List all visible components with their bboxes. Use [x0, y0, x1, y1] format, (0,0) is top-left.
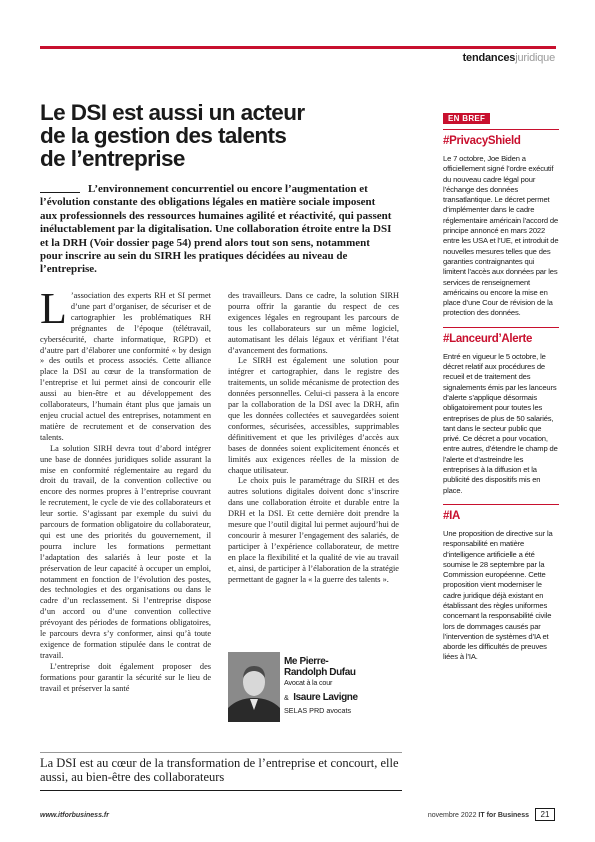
author-name: Randolph Dufau: [284, 667, 356, 678]
author-block: [284, 656, 402, 715]
section-main: tendances: [462, 52, 516, 64]
body-paragraph: des travailleurs. Dans ce cadre, la solution SIRH pourra offrir la garantie du respect de ces exigences légales en regroupant les parcours de tous les collaborateurs sur un même logiciel, automatisant les délais légaux et vérifiant l’état d’avancement des formations.: [228, 291, 399, 355]
author-firm: SELAS PRD avocats: [284, 706, 352, 715]
section-tag: [463, 52, 555, 64]
brief-hashtag: #IA: [443, 509, 460, 522]
author-role: Avocat à la cour: [284, 678, 333, 687]
drop-cap: L: [40, 284, 67, 333]
section-accent: juridique: [515, 52, 555, 64]
author-name: Me Pierre-: [284, 656, 329, 667]
body-paragraph: [40, 284, 211, 444]
footer-url[interactable]: www.itforbusiness.fr: [40, 812, 109, 819]
headline-line: Le DSI est aussi un acteur: [40, 100, 305, 125]
issue-date: novembre 2022: [427, 812, 477, 819]
body-paragraph: Le SIRH est également une solution pour intégrer et cartographier, dans le registre des traitements, un solide mécanisme de protection des données personnelles. Celui-ci passera à la encore par la collaboration de la DSI avec la DRH, afin que les données collectées et sauvegardées soient conformes, sécurisées, accessibles, supprimables définitivement et que les privilèges d’accès aux bases de données soient explicitement énoncés et limités aux exigences réelles de la mission de chaque utilisateur.: [228, 356, 399, 475]
brief-hashtag: #PrivacyShield: [443, 135, 521, 147]
top-rule: [40, 46, 556, 49]
brief-text: Le 7 octobre, Joe Biden a officiellement signé l’ordre exécutif du nouveau cadre légal pour l’échange des données transatlantique. Le décret permet d’implémenter dans le cadre réglementaire américain l’accord de principe annoncé en mars 2022 entre les USA et l’UE, et introduit de nouvelles mesures telles que des garanties contraignantes qui limitent l’accès aux données par les services de renseignement américains ou encore la mise en place d’une Cour de révision de la protection des données.: [443, 154, 559, 318]
brief-sidebar: [443, 108, 559, 663]
body-paragraph: La solution SIRH devra tout d’abord intégrer une base de données juridiques solide assurant la mise en conformité réglementaire au regard du droit du travail, de la convention collective ou encore des normes propres à l’entreprise couvrant le recrutement, le cycle de vie des collaborateurs et leur sortie. S’agissant par exemple du suivi du parcours de formation obligatoire du collaborateur, qui est une des priorités du gouvernement, il pourra inclure les formations permettant l’adaptation des salariés à leur poste et la préservation de leur capacité à occuper un emploi, notamment en fonction de l’évolution des postes, des technologies et des organisations ou dans le cadre d’un reclassement. Si l’entreprise dispose d’un accord ou d’une convention collective prévoyant des périodes de formations obligatoires, le parcours devra s’y conformer, ainsi qu’à toute exigence de formation stipulée dans le contrat de travail.: [40, 443, 211, 660]
author-ampersand: &: [284, 693, 289, 702]
headline-line: de la gestion des talents: [40, 123, 287, 148]
footer-issue: [428, 812, 529, 819]
pull-quote: La DSI est au cœur de la transformation de l’entreprise et concourt, elle aussi, au bien-être des collaborateurs: [40, 756, 399, 784]
brief-text: Une proposition de directive sur la responsabilité en matière d’intelligence artificielle a été soumise le 28 septembre par la Commission européenne. Cette proposition vient moderniser le cadre juridique déjà existant en établissant des règles uniformes concernant la responsabilité civile lors de dommages causés par l’intervention de systèmes d’IA et aborde les difficultés de preuves liées à l’IA.: [443, 528, 553, 662]
brief-text: Entré en vigueur le 5 octobre, le décret relatif aux procédures de recueil et de traitement des signalements émis par les lanceurs d’alerte s’applique désormais obligatoirement pour toutes les entreprises de plus de 50 salariés, tant dans le secteur public que privé. Ce décret a pour vocation, entre autres, d’étendre le champ de l’alerte et d’astreindre les entreprises à la diffusion et la publicité des dispositifs mis en place.: [443, 351, 558, 495]
page-number: 21: [535, 808, 555, 821]
headline-line: de l’entreprise: [40, 146, 185, 171]
body-column-2: [228, 291, 399, 585]
brief-rule: [443, 504, 559, 505]
author-photo: [228, 652, 280, 722]
article-headline: [40, 101, 340, 170]
publication-brand: IT for Business: [478, 812, 529, 819]
brief-rule: [443, 327, 559, 328]
body-column-1: [40, 284, 211, 695]
coauthor-name: Isaure Lavigne: [293, 692, 358, 703]
pull-quote-rule: [40, 790, 402, 791]
brief-tag: EN BREF: [443, 113, 490, 124]
brief-rule: [443, 129, 559, 130]
body-paragraph: Le choix puis le paramétrage du SIRH et des autres solutions digitales doivent donc s’inscrire dans une collaboration étroite et durable entre la DRH et la DSI. Et cette dernière doit prendre la mesure que l’outil digital lui permet aujourd’hui de concourir à mesurer l’engagement des salariés, de participer à l’expérience collaborateur, de mettre en place la flexibilité et la qualité de vie au travail et, ainsi, de participer à l’élaboration de la stratégie permettant de gagner la « la guerre des talents ».: [228, 476, 399, 584]
body-text: ’association des experts RH et SI permet d’une part d’organiser, de sécuriser et de cartographier les problématiques RH prégnantes de l’époque (télétravail, cybersécurité, charte informatique, RGPD) et d’autre part d’élaborer une conformité « by design » des outils et process associés. Cette alliance place la DSI au cœur de la transformation de l’entreprise et lui permet ainsi de concourir elle aussi au bien-être et au développement des collaborateurs, l’humain étant plus que jamais un enjeu crucial actuel des entreprises, notamment en matière de recrutement et de conservation des talents.: [40, 291, 211, 442]
body-paragraph: L’entreprise doit également proposer des formations pour garantir la sécurité sur le lieu de travail et préserver la santé: [40, 661, 211, 693]
article-lead: L’environnement concurrentiel ou encore l’augmentation et l’évolution constante des obligations légales en matière sociale imposent aux professionnels des ressources humaines agilité et réactivité, qui passent inéluctablement par la digitalisation. Une collaboration étroite entre la DSI et la DRH (Voir dossier page 54) prend alors tout son sens, notamment pour inscrire au sein du SIRH les pratiques décidées au niveau de l’entreprise.: [40, 183, 392, 276]
pull-quote-rule: [40, 752, 402, 753]
brief-hashtag: #Lanceurd’Alerte: [443, 332, 533, 345]
